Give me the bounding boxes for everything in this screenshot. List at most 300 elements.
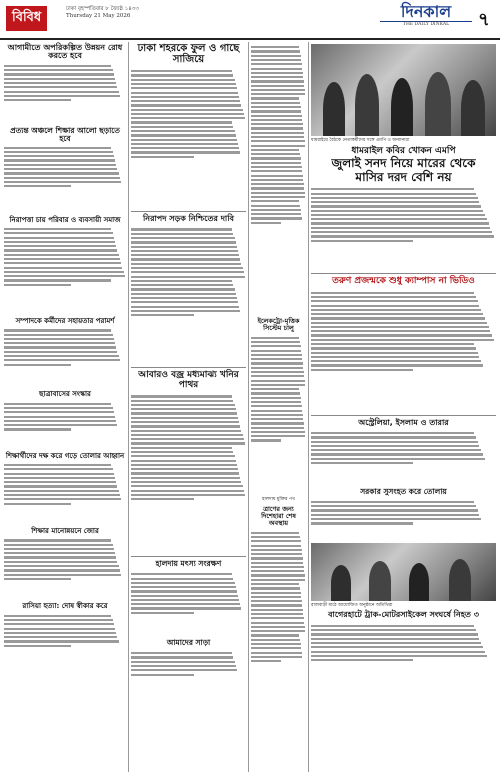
text-line: [251, 405, 302, 407]
text-line: [251, 119, 302, 121]
text-line: [311, 330, 490, 332]
text-line: [131, 477, 240, 479]
text-line: [251, 660, 281, 662]
article-body: [131, 68, 246, 208]
text-line: [131, 494, 245, 496]
text-line: [131, 100, 240, 102]
text-line: [131, 284, 233, 286]
text-line: [251, 656, 302, 658]
headline: আবারও বজ্র মধ্যমাঝ্য খনির পাথর: [138, 370, 239, 390]
text-line: [131, 121, 232, 123]
text-line: [131, 400, 233, 402]
text-line: [4, 485, 117, 487]
text-line: [311, 509, 478, 511]
text-line: [311, 655, 487, 657]
text-line: [311, 305, 479, 307]
text-line: [4, 539, 111, 541]
headline: আমাদের সাড়া: [166, 638, 211, 648]
text-line: [311, 360, 481, 362]
text-line: [4, 494, 120, 496]
text-line: [251, 162, 301, 164]
headline: রাসিয়া হত্যা: দোষ স্বীকার করে: [22, 602, 108, 611]
person-figure: [461, 80, 485, 136]
headline-line-3: মাসির দরদ বেশি নয়: [355, 169, 452, 184]
text-line: [131, 87, 237, 89]
text-line: [311, 322, 487, 324]
text-line: [251, 115, 302, 117]
text-line: [311, 292, 474, 294]
text-line: [4, 544, 113, 546]
headline: শিক্ষার্থীদের দক্ষ করে গড়ে তোলার আহ্বান: [5, 451, 125, 460]
text-line: [251, 175, 303, 177]
text-line: [131, 582, 235, 584]
headline: নিরাপদ সড়ক নিশ্চিতের দাবি: [143, 214, 234, 223]
text-line: [4, 329, 111, 331]
headline: প্রত্যন্ত অঞ্চলে শিক্ষার আলো ছড়াতে হবে: [10, 125, 120, 143]
text-line: [131, 79, 235, 81]
text-line: [251, 647, 301, 649]
text-line: [4, 346, 116, 348]
text-line: [131, 233, 233, 235]
text-line: [131, 276, 245, 278]
text-line: [251, 540, 301, 542]
text-line: [311, 449, 481, 451]
text-line: [251, 592, 301, 594]
text-line: [131, 280, 232, 282]
photo-caption: রাজবাড়ী মাঠে আয়োজিত অনুষ্ঠানে অতিথিরা: [311, 602, 393, 608]
text-line: [251, 337, 299, 339]
text-line: [251, 536, 300, 538]
divider: [131, 211, 246, 212]
text-line: [311, 633, 478, 635]
text-line: [311, 458, 485, 460]
article-body: [4, 63, 126, 125]
text-line: [251, 549, 302, 551]
text-line: [131, 130, 235, 132]
text-line: [311, 235, 494, 237]
text-line: [251, 583, 299, 585]
text-line: [251, 68, 302, 70]
text-line: [131, 447, 232, 449]
text-line: [251, 652, 302, 654]
text-line: [311, 352, 478, 354]
text-line: [251, 170, 302, 172]
text-line: [131, 599, 239, 601]
text-line: [311, 240, 413, 242]
text-line: [131, 263, 241, 265]
text-line: [4, 464, 111, 466]
text-line: [311, 514, 479, 516]
text-line: [131, 404, 235, 406]
text-line: [4, 155, 114, 157]
text-line: [251, 140, 305, 142]
text-line: [251, 183, 304, 185]
text-line: [4, 355, 119, 357]
text-line: [131, 438, 244, 440]
article-body: [131, 393, 246, 553]
text-line: [4, 159, 115, 161]
text-line: [251, 388, 299, 390]
text-line: [311, 441, 478, 443]
text-line: [4, 99, 71, 101]
text-line: [131, 109, 243, 111]
paper-name: দিনকাল: [400, 2, 452, 21]
headline: ছাত্রাবাসের সংস্কার: [39, 390, 91, 399]
text-line: [4, 503, 71, 505]
text-line: [131, 246, 237, 248]
text-line: [4, 279, 111, 281]
text-line: [311, 436, 476, 438]
text-line: [4, 262, 121, 264]
text-line: [4, 623, 114, 625]
column-rule: [248, 42, 249, 772]
text-line: [131, 430, 241, 432]
text-line: [4, 228, 111, 230]
divider: [311, 415, 496, 416]
text-line: [4, 364, 71, 366]
headline: অস্ট্রেলিয়া, ইসলাম ও তারার: [358, 417, 449, 427]
text-line: [311, 218, 487, 220]
text-line: [131, 237, 235, 239]
article-body: [131, 650, 246, 690]
text-line: [131, 490, 244, 492]
text-line: [251, 192, 305, 194]
text-line: [251, 127, 303, 129]
text-line: [311, 214, 485, 216]
text-line: [311, 313, 483, 315]
text-line: [131, 442, 245, 444]
text-line: [251, 153, 300, 155]
headline: আগামীতে অপরিকল্পিত উন্নয়ন রোধ করতে হবে: [7, 43, 123, 61]
headline: শিক্ষার মানোন্নয়নে জোর: [31, 526, 99, 535]
text-line: [4, 578, 71, 580]
text-line: [251, 613, 303, 615]
text-line: [251, 196, 305, 198]
text-line: [4, 147, 111, 149]
text-line: [4, 561, 117, 563]
article-body: [311, 430, 496, 486]
text-line: [4, 342, 115, 344]
text-line: [131, 652, 232, 654]
text-line: [4, 232, 113, 234]
text-line: [4, 615, 111, 617]
text-line: [311, 629, 476, 631]
text-line: [4, 267, 122, 269]
person-figure: [391, 78, 413, 136]
column-3: [251, 44, 306, 730]
article-body: [311, 499, 496, 539]
text-line: [251, 626, 305, 628]
text-line: [131, 293, 236, 295]
text-line: [251, 166, 302, 168]
text-line: [251, 579, 305, 581]
text-line: [131, 74, 233, 76]
text-line: [131, 258, 240, 260]
article-body: [4, 226, 126, 316]
text-line: [251, 93, 305, 95]
text-line: [131, 590, 237, 592]
date-bengali: ঢাকা বৃহস্পতিবার ৮ জ্যৈষ্ঠ ১৪৩৩: [66, 6, 139, 12]
text-line: [251, 553, 302, 555]
text-line: [4, 477, 115, 479]
text-line: [251, 345, 301, 347]
article-body: [251, 335, 306, 495]
headline-line-1: ধামরাইল কবির খোকন এমপি: [351, 145, 456, 156]
text-line: [4, 473, 114, 475]
text-line: [131, 288, 235, 290]
text-line: [251, 102, 300, 104]
text-line: [251, 371, 304, 373]
text-line: [251, 392, 300, 394]
text-line: [4, 82, 116, 84]
text-line: [4, 424, 117, 426]
text-line: [4, 241, 115, 243]
text-line: [131, 151, 240, 153]
text-line: [251, 213, 301, 215]
news-photo: [311, 44, 496, 136]
text-line: [4, 151, 113, 153]
text-line: [131, 455, 235, 457]
text-line: [251, 427, 304, 429]
text-line: [311, 462, 413, 464]
text-line: [4, 172, 119, 174]
text-line: [4, 468, 113, 470]
text-line: [4, 78, 115, 80]
text-line: [131, 156, 194, 158]
text-line: [131, 301, 238, 303]
person-figure: [409, 563, 429, 601]
text-line: [251, 80, 304, 82]
headline: তরুণ প্রজন্মকে শুধু ক্যাম্পাস না ভিডিও: [332, 276, 475, 287]
text-line: [131, 267, 243, 269]
text-line: [4, 351, 117, 353]
text-line: [4, 284, 71, 286]
text-line: [131, 485, 243, 487]
column-2: [131, 44, 246, 690]
text-line: [4, 628, 115, 630]
text-line: [131, 451, 233, 453]
text-line: [311, 210, 483, 212]
text-line: [251, 600, 302, 602]
text-line: [131, 228, 232, 230]
text-line: [251, 587, 300, 589]
text-line: [4, 168, 117, 170]
divider: [311, 273, 496, 274]
text-line: [4, 275, 125, 277]
text-line: [251, 532, 299, 534]
text-line: [131, 468, 238, 470]
text-line: [311, 659, 413, 661]
text-line: [311, 646, 483, 648]
text-line: [131, 612, 194, 614]
text-line: [311, 501, 474, 503]
text-line: [251, 205, 300, 207]
text-line: [4, 645, 71, 647]
text-line: [131, 104, 241, 106]
headline: নিরাপত্তা চায় পরিবার ও ব্যবসায়ী সমাজ: [9, 215, 121, 224]
text-line: [131, 70, 232, 72]
text-line: [251, 431, 305, 433]
text-line: [311, 231, 492, 233]
text-line: [251, 401, 301, 403]
text-line: [4, 334, 113, 336]
text-line: [131, 674, 194, 676]
text-line: [4, 548, 114, 550]
column-4: [311, 44, 496, 683]
text-line: [4, 271, 124, 273]
text-line: [311, 343, 474, 345]
text-line: [4, 86, 117, 88]
text-line: [131, 586, 236, 588]
text-line: [4, 91, 119, 93]
text-line: [251, 187, 304, 189]
article-body: [4, 401, 126, 451]
text-line: [311, 339, 494, 341]
headline: সম্পাদকে কর্মীদের সহায়তার পরামর্শ: [15, 316, 115, 325]
text-line: [311, 522, 413, 524]
text-line: [4, 245, 116, 247]
person-figure: [355, 74, 379, 136]
text-line: [311, 364, 483, 366]
text-line: [251, 110, 301, 112]
text-line: [251, 179, 303, 181]
paper-subtitle: THE DAILY DINKAL: [380, 21, 472, 27]
text-line: [131, 139, 237, 141]
text-line: [4, 490, 119, 492]
text-line: [251, 362, 303, 364]
text-line: [131, 117, 245, 119]
text-line: [311, 309, 481, 311]
text-line: [4, 636, 117, 638]
text-line: [4, 181, 121, 183]
text-line: [311, 205, 481, 207]
text-line: [311, 356, 479, 358]
headline: ইলেকট্রো-মৃত্তিক সিস্টেম চালু: [257, 317, 300, 332]
article-body: [251, 530, 306, 730]
text-line: [311, 326, 489, 328]
text-line: [251, 634, 299, 636]
text-line: [131, 92, 238, 94]
text-line: [311, 453, 483, 455]
dateline: [66, 6, 139, 20]
text-line: [251, 222, 281, 224]
person-figure: [425, 72, 451, 136]
text-line: [311, 197, 478, 199]
article-body: [311, 186, 496, 270]
person-figure: [323, 82, 345, 136]
text-line: [4, 403, 111, 405]
text-line: [131, 669, 237, 671]
text-line: [251, 209, 301, 211]
text-line: [251, 55, 301, 57]
text-line: [4, 237, 114, 239]
text-line: [4, 359, 120, 361]
text-line: [131, 250, 238, 252]
divider: [131, 367, 246, 368]
text-line: [311, 445, 479, 447]
text-line: [131, 113, 244, 115]
text-line: [251, 367, 303, 369]
text-line: [311, 432, 474, 434]
text-line: [131, 464, 237, 466]
text-line: [251, 422, 304, 424]
column-rule: [128, 42, 129, 772]
text-line: [251, 604, 302, 606]
text-line: [4, 65, 111, 67]
text-line: [4, 407, 113, 409]
person-figure: [369, 561, 391, 601]
text-line: [311, 227, 490, 229]
text-line: [251, 341, 300, 343]
text-line: [131, 314, 194, 316]
text-line: [311, 505, 476, 507]
text-line: [311, 347, 476, 349]
text-line: [131, 498, 194, 500]
text-line: [4, 640, 119, 642]
text-line: [4, 416, 115, 418]
text-line: [251, 414, 303, 416]
text-line: [251, 97, 299, 99]
text-line: [131, 460, 236, 462]
text-line: [311, 296, 476, 298]
text-line: [251, 145, 305, 147]
text-line: [4, 164, 116, 166]
text-line: [251, 375, 304, 377]
text-line: [251, 574, 305, 576]
headline: হালদায় মৎস্য সংরক্ষণ: [155, 559, 222, 569]
article-body: [311, 623, 496, 683]
article-body: [131, 226, 246, 364]
text-line: [131, 472, 239, 474]
text-line: [131, 421, 239, 423]
caption: হালদায় মুক্তির পথ: [262, 496, 295, 502]
text-line: [251, 354, 302, 356]
text-line: [251, 596, 301, 598]
text-line: [311, 201, 479, 203]
news-photo: [311, 543, 496, 601]
text-line: [311, 193, 476, 195]
text-line: [131, 395, 232, 397]
page-number: ৭: [478, 9, 490, 30]
text-line: [4, 258, 120, 260]
text-line: [131, 147, 239, 149]
text-line: [131, 656, 233, 658]
text-line: [311, 518, 481, 520]
text-line: [4, 481, 116, 483]
text-line: [131, 297, 237, 299]
headline-line-2: জুলাই সনদ নিয়ে মারের থেকে: [331, 155, 476, 170]
text-line: [4, 619, 113, 621]
text-line: [131, 83, 236, 85]
text-line: [131, 417, 238, 419]
text-line: [251, 557, 303, 559]
text-line: [4, 420, 116, 422]
text-line: [251, 384, 305, 386]
article-body: [311, 290, 496, 412]
text-line: [251, 89, 305, 91]
text-line: [4, 95, 120, 97]
text-line: [311, 642, 481, 644]
text-line: [131, 408, 236, 410]
text-line: [251, 149, 299, 151]
text-line: [131, 607, 241, 609]
text-line: [251, 566, 304, 568]
text-line: [311, 300, 478, 302]
headline: সরকার সুসংহত করে তোলায়: [360, 486, 447, 496]
text-line: [251, 358, 302, 360]
headline: বাগেরহাটে ট্রাক-মোটরসাইকেল সংঘর্ষে নিহত ৩: [328, 610, 479, 620]
text-line: [131, 603, 240, 605]
